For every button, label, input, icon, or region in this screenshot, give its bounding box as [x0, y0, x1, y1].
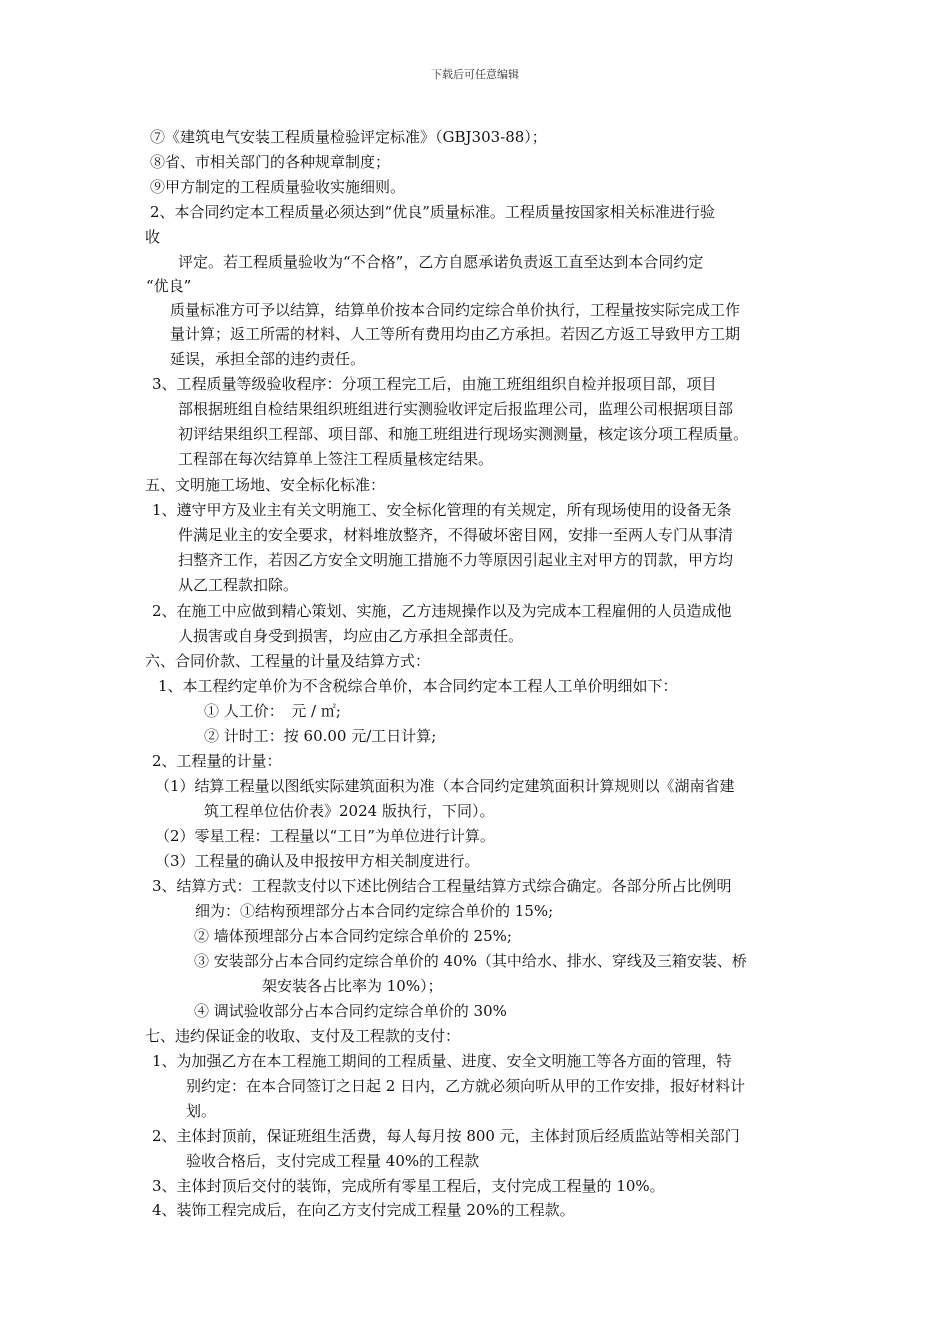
text-line: 2、工程量的计量：: [152, 752, 282, 770]
text-line: 3、主体封顶后交付的装饰，完成所有零星工程后，支付完成工程量的 10%。: [152, 1177, 665, 1195]
text-line: 从乙工程款扣除。: [178, 576, 299, 594]
text-line: 量计算；返工所需的材料、人工等所有费用均由乙方承担。若因乙方返工导致甲方工期: [170, 325, 741, 343]
text-line: 质量标准方可予以结算，结算单价按本合同约定综合单价执行，工程量按实际完成工作: [170, 301, 741, 319]
text-line: （1）结算工程量以图纸实际建筑面积为准（本合同约定建筑面积计算规则以《湖南省建: [155, 777, 735, 795]
text-line: 2、主体封顶前，保证班组生活费，每人每月按 800 元，主体封顶后经质监站等相关部门: [152, 1127, 740, 1145]
section-heading: 七、违约保证金的收取、支付及工程款的支付：: [145, 1027, 461, 1045]
text-line: 工程部在每次结算单上签注工程质量核定结果。: [178, 450, 494, 468]
text-line: 人损害或自身受到损害，均应由乙方承担全部责任。: [178, 627, 524, 645]
text-line: “优良”: [146, 277, 192, 295]
text-line: 别约定：在本合同签订之日起 2 日内，乙方就必须向听从甲的工作安排，报好材料计: [186, 1077, 746, 1095]
text-line: 验收合格后，支付完成工程量 40%的工程款: [186, 1152, 480, 1170]
text-line: （3）工程量的确认及申报按甲方相关制度进行。: [155, 852, 480, 870]
text-line: 2、在施工中应做到精心策划、实施，乙方违规操作以及为完成本工程雇佣的人员造成他: [152, 602, 732, 620]
text-line: ① 人工价： 元 / ㎡;: [204, 702, 341, 720]
text-line: 1、为加强乙方在本工程施工期间的工程质量、进度、安全文明施工等各方面的管理，特: [152, 1052, 732, 1070]
text-line: 3、工程质量等级验收程序：分项工程完工后，由施工班组组织自检并报项目部，项目: [152, 375, 717, 393]
page-header: 下载后可任意编辑: [431, 68, 519, 81]
text-line: ④ 调试验收部分占本合同约定综合单价的 30%: [194, 1002, 507, 1020]
section-heading: 五、文明施工场地、安全标化标准：: [145, 476, 386, 494]
text-line: 3、结算方式：工程款支付以下述比例结合工程量结算方式综合确定。各部分所占比例明: [152, 877, 732, 895]
text-line: （2）零星工程：工程量以“工日”为单位进行计算。: [155, 827, 495, 845]
text-line: ⑧省、市相关部门的各种规章制度；: [150, 153, 391, 171]
section-heading: 六、合同价款、工程量的计量及结算方式：: [145, 652, 431, 670]
text-line: 1、本工程约定单价为不含税综合单价，本合同约定本工程人工单价明细如下：: [158, 677, 678, 695]
text-line: 2、本合同约定本工程质量必须达到“优良”质量标准。工程质量按国家相关标准进行验: [150, 203, 715, 221]
text-line: 件满足业主的安全要求，材料堆放整齐，不得破坏密目网，安排一至两人专门从事清: [178, 526, 734, 544]
text-line: ② 墙体预埋部分占本合同约定综合单价的 25%;: [194, 927, 512, 945]
text-line: ② 计时工：按 60.00 元/工日计算;: [204, 727, 437, 745]
text-line: 部根据班组自检结果组织班组进行实测验收评定后报监理公司，监理公司根据项目部: [178, 400, 734, 418]
text-line: 筑工程单位估价表》2024 版执行，下同）。: [204, 802, 495, 820]
text-line: ⑨甲方制定的工程质量验收实施细则。: [150, 178, 406, 196]
text-line: 收: [145, 228, 161, 246]
text-line: ③ 安装部分占本合同约定综合单价的 40%（其中给水、排水、穿线及三箱安装、桥: [194, 952, 747, 970]
text-line: 细为：①结构预埋部分占本合同约定综合单价的 15%;: [195, 902, 554, 920]
text-line: 延误，承担全部的违约责任。: [170, 350, 366, 368]
text-line: 扫整齐工作，若因乙方安全文明施工措施不力等原因引起业主对甲方的罚款，甲方均: [178, 551, 734, 569]
text-line: 1、遵守甲方及业主有关文明施工、安全标化管理的有关规定，所有现场使用的设备无条: [152, 501, 732, 519]
text-line: 划。: [186, 1102, 217, 1120]
text-line: ⑦《建筑电气安装工程质量检验评定标准》（GBJ303-88）；: [150, 128, 547, 146]
text-line: 评定。若工程质量验收为“不合格”，乙方自愿承诺负责返工直至达到本合同约定: [178, 253, 704, 271]
text-line: 架安装各占比率为 10%）；: [262, 977, 443, 995]
text-line: 4、装饰工程完成后，在向乙方支付完成工程量 20%的工程款。: [152, 1201, 575, 1219]
text-line: 初评结果组织工程部、项目部、和施工班组进行现场实测测量，核定该分项工程质量。: [178, 425, 749, 443]
